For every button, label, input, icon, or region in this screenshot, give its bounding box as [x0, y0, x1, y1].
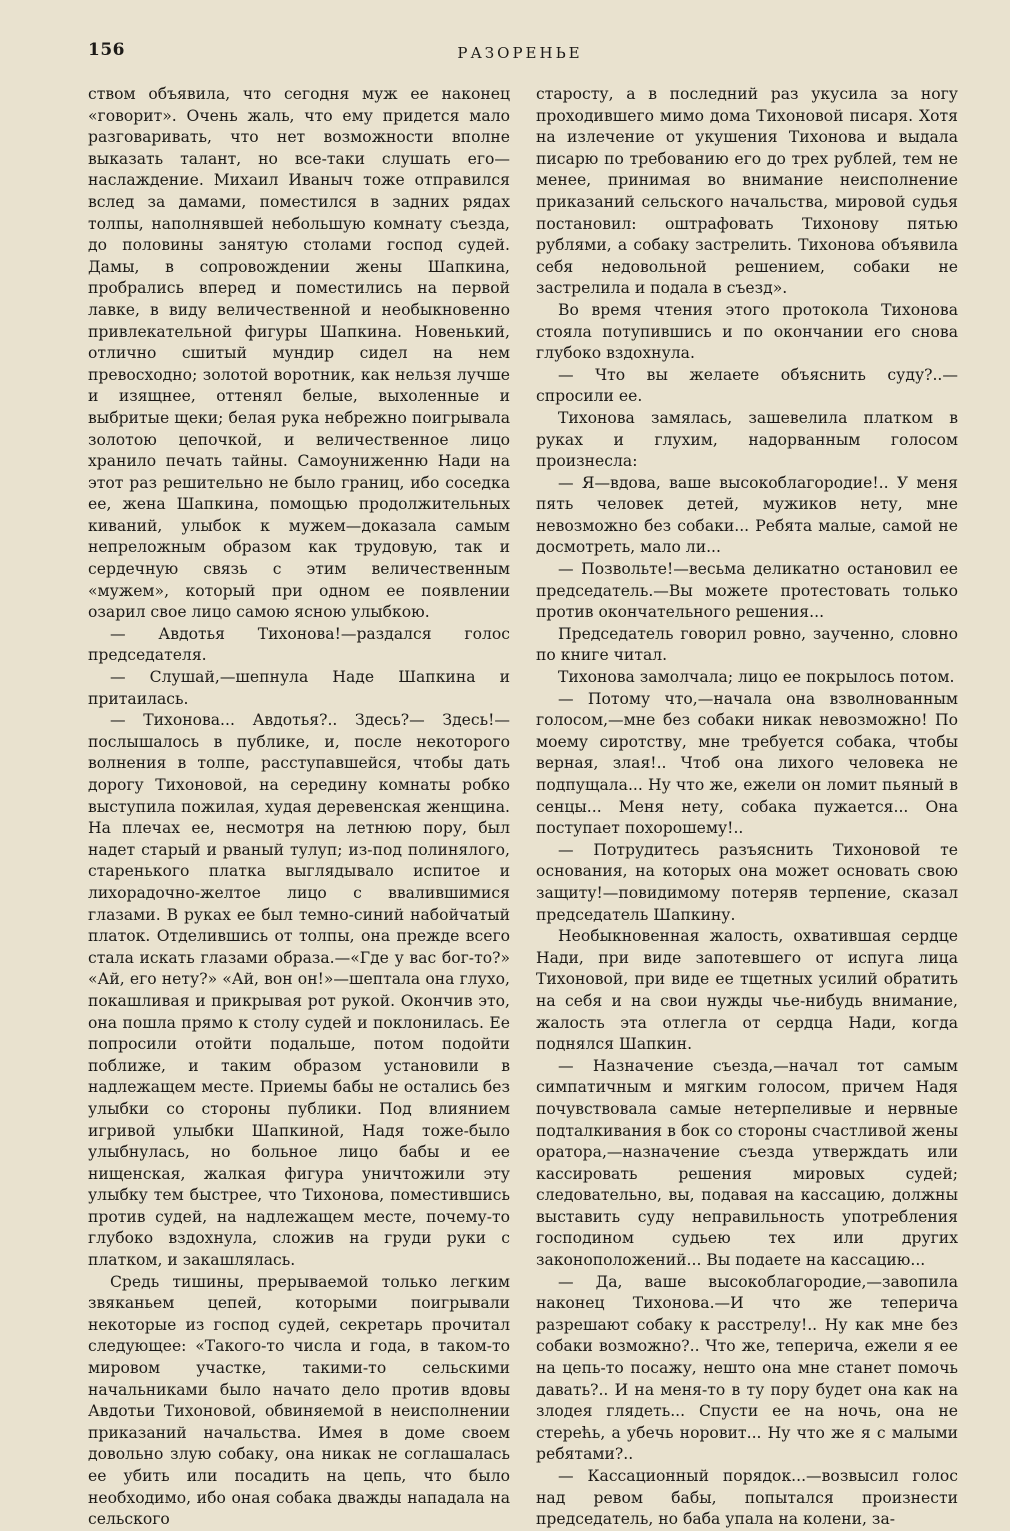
paragraph: — Что вы желаете объяснить суду?..— спросили ее. — [536, 365, 958, 406]
paragraph: — Назначение съезда,—начал тот самым симпатичным и мягким голосом, причем Надя почувствовала самые нетерпеливые и нервные подталкивания в бок со стороны счастливой жены оратора,—назначение съезда утверждать или кассировать решения мировых судей; следовательно, вы, подавая на кассацию, должны выставить суду неправильность употребления господином судьею тех или других законоположений... Вы подаете на кассацию... — [536, 1056, 958, 1270]
paragraph: — Потому что,—начала она взволнованным голосом,—мне без собаки никак невозможно! По моему сиротству, мне требуется собака, чтобы верная, злая!.. Чтоб она лихого человека не подпущала... Ну что же, ежели он ломит пьяный в сенцы... Меня нету, собака пужается... Она поступает похорошему!.. — [536, 689, 958, 838]
paragraph: Необыкновенная жалость, охватившая сердце Нади, при виде запотевшего от испуга лица Тихоновой, при виде ее тщетных усилий обратить на себя и на свои нужды чье-нибудь внимание, жалость эта отлегла от сердца Нади, когда поднялся Шапкин. — [536, 927, 958, 1054]
paragraph: — Тихонова... Авдотья?.. Здесь?— Здесь!—послышалось в публике, и, после некоторого волнения в толпе, расступавшейся, чтобы дать дорогу Тихоновой, на середину комнаты робко выступила пожилая, худая деревенская женщина. На плечах ее, несмотря на летнюю пору, был надет старый и рваный тулуп; из-под полинялого, старенького платка выглядывало испитое и лихорадочно-желтое лицо с ввалившимися глазами. В руках ее был темно-синий набойчатый платок. Отделившись от толпы, она прежде всего стала искать глазами образа.—«Где у вас бог-то?» «Ай, его нету?» «Ай, вон он!»—шептала она глухо, покашливая и прикрывая рот рукой. Окончив это, она пошла прямо к столу судей и поклонилась. Ее попросили отойти подальше, потом подойти поближе, и таким образом установили в надлежащем месте. Приемы бабы не остались без улыбки со стороны публики. Под влиянием игривой улыбки Шапкиной, Надя тоже-было улыбнулась, но больное лицо бабы и ее нищенская, жалкая фигура уничтожили эту улыбку тем быстрее, что Тихонова, поместившись против судей, на надлежащем месте, почему-то глубоко вздохнула, сложив на груди руки с платком, и закашлялась. — [88, 711, 510, 1270]
paragraph: — Да, ваше высокоблагородие,—завопила наконец Тихонова.—И что же теперича разрешают собаку к расстрелу!.. Ну как мне без собаки возможно?.. Что же, теперича, ежели я ее на цепь-то посажу, нешто она мне станет помочь давать?.. И на меня-то в ту пору будет она как на злодея глядеть... Спусти ее на ночь, она не стерећь, а убечь норовит... Ну что же я с малыми ребятами?.. — [536, 1272, 958, 1464]
running-title: РАЗОРЕНЬЕ — [457, 44, 583, 62]
paragraph: — Позвольте!—весьма деликатно остановил ее председатель.—Вы можете протестовать только против окончательного решения... — [536, 560, 958, 622]
page-number: 156 — [88, 40, 125, 60]
paragraph: Тихонова замялась, зашевелила платком в руках и глухим, надорванным голосом произнесла: — [536, 408, 958, 471]
paragraph: — Авдотья Тихонова!—раздался голос председателя. — [88, 624, 510, 665]
paragraph: Средь тишины, прерываемой только легким звяканьем цепей, которыми поигрывали некоторые из господ судей, секретарь прочитал следующее: «Такого-то числа и года, в таком-то мировом участке, такими-то сельскими начальниками было начато дело против вдовы Авдотьи Тихоновой, обвиняемой в неисполнении приказаний начальства. Имея в доме своем довольно злую собаку, она никак не соглашалась ее убить или посадить на цепь, что было необходимо, ибо оная собака дважды нападала на сельского — [88, 1272, 510, 1529]
paragraph: ством объявила, что сегодня муж ее наконец «говорит». Очень жаль, что ему придется мало разговаривать, что нет возможности вполне выказать талант, но все-таки слушать его—наслаждение. Михаил Иваныч тоже отправился вслед за дамами, поместился в задних рядах толпы, наполнявшей небольшую комнату съезда, до половины занятую столами господ судей. Дамы, в сопровождении жены Шапкина, пробрались вперед и поместились на первой лавке, в виду величественной и необыкновенно привлекательной фигуры Шапкина. Новенький, отлично сшитый мундир сидел на нем превосходно; золотой воротник, как нельзя лучше и изящнее, оттенял белые, выхоленные и выбритые щеки; белая рука небрежно поигрывала золотою цепочкой, и величественное лицо хранило печать тайны. Самоуниженню Нади на этот раз решительно не было границ, ибо соседка ее, жена Шапкина, помощью продолжительных киваний, улыбок к мужем—доказала самым непреложным образом как трудовую, так и сердечную связь с этим величественным «мужем», который при одном ее появлении озарил свое лицо самою ясною улыбкою. — [88, 85, 510, 622]
paragraph: Тихонова замолчала; лицо ее покрылось потом. — [558, 668, 955, 687]
paragraph: — Слушай,—шепнула Наде Шапкина и притаилась. — [88, 668, 510, 708]
paragraph: Председатель говорил ровно, заученно, словно по книге читал. — [536, 624, 958, 665]
paragraph: Во время чтения этого протокола Тихонова стояла потупившись и по окончании его снова глубоко вздохнула. — [536, 300, 958, 363]
paragraph: — Кассационный порядок...—возвысил голос над ревом бабы, попытался произнести председатель, но баба упала на колени, за- — [536, 1467, 958, 1529]
paragraph: — Я—вдова, ваше высокоблагородие!.. У меня пять человек детей, мужиков нету, мне невозможно без собаки... Ребята малые, самой не досмотреть, мало ли... — [536, 473, 958, 557]
paragraph: старосту, а в последний раз укусила за ногу проходившего мимо дома Тихоновой писаря. Хотя на излечение от укушения Тихонова и выдала писарю по требованию его до трех рублей, тем не менее, принимая во внимание неисполнение приказаний сельского начальства, мировой судья постановил: оштрафовать Тихонову пятью рублями, а собаку застрелить. Тихонова объявила себя недовольной решением, собаки не застрелила и подала в съезд». — [536, 85, 958, 298]
right-column — [536, 84, 958, 1531]
left-column — [88, 84, 510, 1531]
paragraph: — Потрудитесь разъяснить Тихоновой те основания, на которых она может основать свою защиту!—повидимому потеряв терпение, сказал председатель Шапкину. — [536, 840, 958, 924]
